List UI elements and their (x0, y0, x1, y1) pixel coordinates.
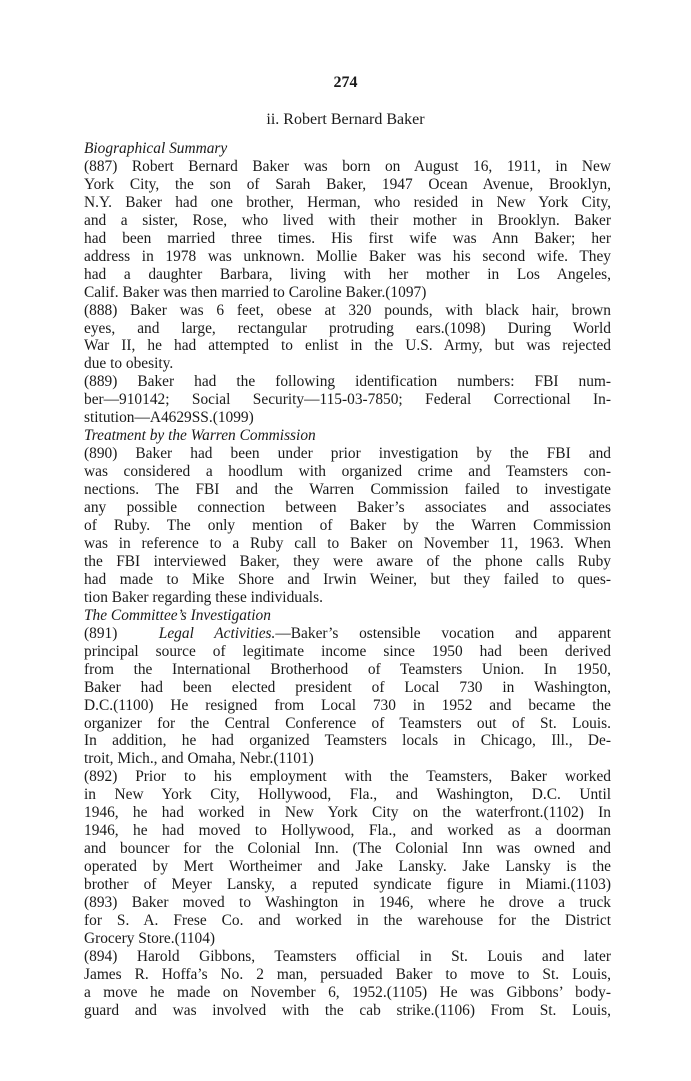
text-line: was in reference to a Ruby call to Baker on November 11, 1963. When (84, 534, 611, 552)
text-line: In addition, he had organized Teamsters locals in Chicago, Ill., De- (84, 732, 611, 750)
text-line: (889) Baker had the following identification numbers: FBI num- (84, 373, 611, 391)
text-fragment: —Baker’s ostensible vocation and apparent (275, 624, 611, 642)
text-line: York City, the son of Sarah Baker, 1947 Ocean Avenue, Brooklyn, (84, 175, 611, 193)
text-line: stitution—A4629SS.(1099) (84, 409, 254, 427)
body-text (84, 140, 611, 1020)
text-line: 1946, he had worked in New York City on the waterfront.(1102) In (84, 804, 611, 822)
text-line: of Ruby. The only mention of Baker by the Warren Commission (84, 517, 611, 535)
text-line: (891) Legal Activities.—Baker’s ostensible vocation and apparent (84, 624, 611, 642)
text-line: War II, he had attempted to enlist in the U.S. Army, but was rejected (84, 337, 611, 355)
text-line: Calif. Baker was then married to Caroline Baker.(1097) (84, 283, 427, 301)
text-line: had a daughter Barbara, living with her mother in Los Angeles, (84, 265, 611, 283)
text-line: and bouncer for the Colonial Inn. (The Colonial Inn was owned and (84, 840, 611, 858)
text-line: guard and was involved with the cab strike.(1106) From St. Louis, (84, 1001, 611, 1019)
paragraph-890 (84, 445, 611, 607)
text-line: had been married three times. His first wife was Ann Baker; her (84, 229, 611, 247)
legal-activities-label: Legal Activities. (158, 624, 276, 642)
paragraph-893 (84, 894, 611, 948)
text-line: 1946, he had moved to Hollywood, Fla., and worked as a doorman (84, 822, 611, 840)
text-line: from the International Brotherhood of Teamsters Union. In 1950, (84, 660, 611, 678)
text-line: operated by Mert Wortheimer and Jake Lansky. Jake Lansky is the (84, 858, 611, 876)
text-line: (888) Baker was 6 feet, obese at 320 pounds, with black hair, brown (84, 301, 611, 319)
text-line: D.C.(1100) He resigned from Local 730 in 1952 and became the (84, 696, 611, 714)
text-line: brother of Meyer Lansky, a reputed syndicate figure in Miami.(1103) (84, 876, 611, 894)
section-title: ii. Robert Bernard Baker (266, 111, 425, 128)
paragraph-889 (84, 373, 611, 427)
text-line: (887) Robert Bernard Baker was born on August 16, 1911, in New (84, 157, 611, 175)
text-line: eyes, and large, rectangular protruding ears.(1098) During World (84, 319, 611, 337)
paragraph-892 (84, 768, 611, 894)
text-line: ber—910142; Social Security—115-03-7850; Federal Correctional In- (84, 391, 611, 409)
paragraph-894 (84, 948, 611, 1020)
text-line: in New York City, Hollywood, Fla., and Washington, D.C. Until (84, 786, 611, 804)
text-line: a move he made on November 6, 1952.(1105) He was Gibbons’ body- (84, 983, 611, 1001)
text-line: James R. Hoffa’s No. 2 man, persuaded Baker to move to St. Louis, (84, 965, 611, 983)
heading-treatment-warren-commission: Treatment by the Warren Commission (84, 427, 316, 445)
heading-biographical-summary: Biographical Summary (84, 140, 228, 157)
text-line: Grocery Store.(1104) (84, 929, 216, 947)
text-line: any possible connection between Baker’s associates and associates (84, 499, 611, 517)
text-line: and a sister, Rose, who lived with their mother in Brooklyn. Baker (84, 211, 611, 229)
text-line: principal source of legitimate income since 1950 had been derived (84, 642, 611, 660)
text-line: nections. The FBI and the Warren Commission failed to investigate (84, 481, 611, 499)
text-line: organizer for the Central Conference of Teamsters out of St. Louis. (84, 714, 611, 732)
text-line: (892) Prior to his employment with the Teamsters, Baker worked (84, 768, 611, 786)
heading-committee-investigation: The Committee’s Investigation (84, 606, 271, 624)
paragraph-888 (84, 302, 611, 374)
text-line: due to obesity. (84, 355, 174, 373)
text-line: troit, Mich., and Omaha, Nebr.(1101) (84, 750, 314, 768)
text-line: had made to Mike Shore and Irwin Weiner, but they failed to ques- (84, 570, 611, 588)
text-line: (894) Harold Gibbons, Teamsters official in St. Louis and later (84, 947, 611, 965)
text-line: (890) Baker had been under prior investigation by the FBI and (84, 445, 611, 463)
text-line: Baker had been elected president of Local 730 in Washington, (84, 678, 611, 696)
text-line: was considered a hoodlum with organized crime and Teamsters con- (84, 463, 611, 481)
text-line: tion Baker regarding these individuals. (84, 588, 323, 606)
page-number: 274 (333, 74, 358, 91)
text-line: N.Y. Baker had one brother, Herman, who resided in New York City, (84, 193, 611, 211)
paragraph-891 (84, 625, 611, 769)
text-line: the FBI interviewed Baker, they were aware of the phone calls Ruby (84, 552, 611, 570)
text-line: (893) Baker moved to Washington in 1946, where he drove a truck (84, 894, 611, 912)
text-line: address in 1978 was unknown. Mollie Baker was his second wife. They (84, 247, 611, 265)
text-line: for S. A. Frese Co. and worked in the warehouse for the District (84, 911, 611, 929)
paragraph-887 (84, 158, 611, 302)
